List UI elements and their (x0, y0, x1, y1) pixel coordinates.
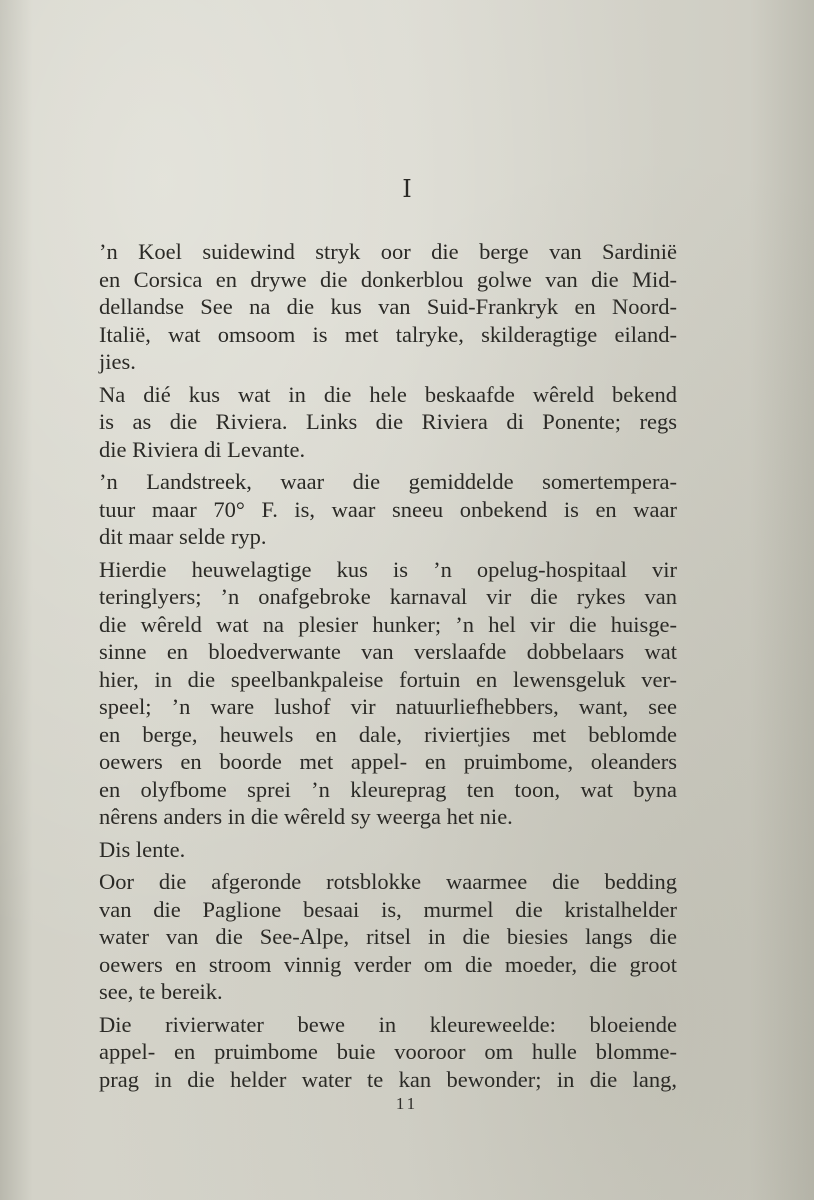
text-line: die wêreld wat na plesier hunker; ’n hel vir die huisge- (99, 611, 677, 637)
text-line: dit maar selde ryp. (99, 524, 267, 549)
paragraph (91, 868, 677, 1006)
text-line: is as die Riviera. Links die Riviera di Ponente; regs (99, 409, 677, 434)
paragraph (91, 556, 677, 831)
text-line: see, te bereik. (99, 979, 223, 1004)
text-line: oewers en stroom vinnig verder om die moeder, die groot (99, 951, 677, 977)
paragraph (91, 1011, 677, 1094)
text-line: jies. (99, 349, 136, 374)
text-line: appel- en pruimbome buie vooroor om hulle blomme- (99, 1039, 677, 1064)
text-line: Na dié kus wat in die hele beskaafde wêreld bekend (99, 381, 677, 407)
chapter-heading: I (402, 175, 412, 203)
text-line: van die Paglione besaai is, murmel die kristalhelder (99, 896, 677, 922)
text-line: die Riviera di Levante. (99, 436, 306, 462)
text-line: ’n Landstreek, waar die gemiddelde somertempera- (99, 469, 677, 494)
body-text (91, 238, 677, 1098)
text-line: speel; ’n ware lushof vir natuurliefhebbers, want, see (99, 694, 677, 719)
text-line: Oor die afgeronde rotsblokke waarmee die bedding (99, 869, 677, 894)
text-line: Die rivierwater bewe in kleureweelde: bloeiende (99, 1011, 677, 1037)
text-line: nêrens anders in die wêreld sy weerga het nie. (99, 804, 513, 829)
text-line: en berge, heuwels en dale, riviertjies met beblomde (99, 721, 677, 747)
text-line: Dis lente. (99, 836, 186, 862)
paragraph (91, 468, 677, 551)
text-line: Italië, wat omsoom is met talryke, skilderagtige eiland- (99, 321, 677, 347)
text-line: sinne en bloedverwante van verslaafde dobbelaars wat (99, 639, 677, 664)
text-line: teringlyers; ’n onafgebroke karnaval vir die rykes van (99, 584, 677, 609)
text-line: dellandse See na die kus van Suid-Frankryk en Noord- (99, 294, 677, 319)
text-line: ’n Koel suidewind stryk oor die berge van Sardinië (99, 239, 677, 264)
paragraph (91, 238, 677, 376)
text-line: hier, in die speelbankpaleise fortuin en lewensgeluk ver- (99, 666, 677, 692)
text-line: prag in die helder water te kan bewonder; in die lang, (99, 1066, 677, 1092)
paragraph (91, 836, 677, 864)
text-line: water van die See-Alpe, ritsel in die biesies langs die (99, 924, 677, 949)
text-line: en Corsica en drywe die donkerblou golwe van die Mid- (99, 266, 677, 292)
text-line: oewers en boorde met appel- en pruimbome, oleanders (99, 749, 677, 774)
text-line: Hierdie heuwelagtige kus is ’n opelug-hospitaal vir (99, 556, 677, 582)
paragraph (91, 381, 677, 464)
text-line: en olyfbome sprei ’n kleureprag ten toon, wat byna (99, 776, 677, 802)
page-number: 11 (395, 1094, 419, 1113)
text-line: tuur maar 70° F. is, waar sneeu onbekend is en waar (99, 496, 677, 522)
